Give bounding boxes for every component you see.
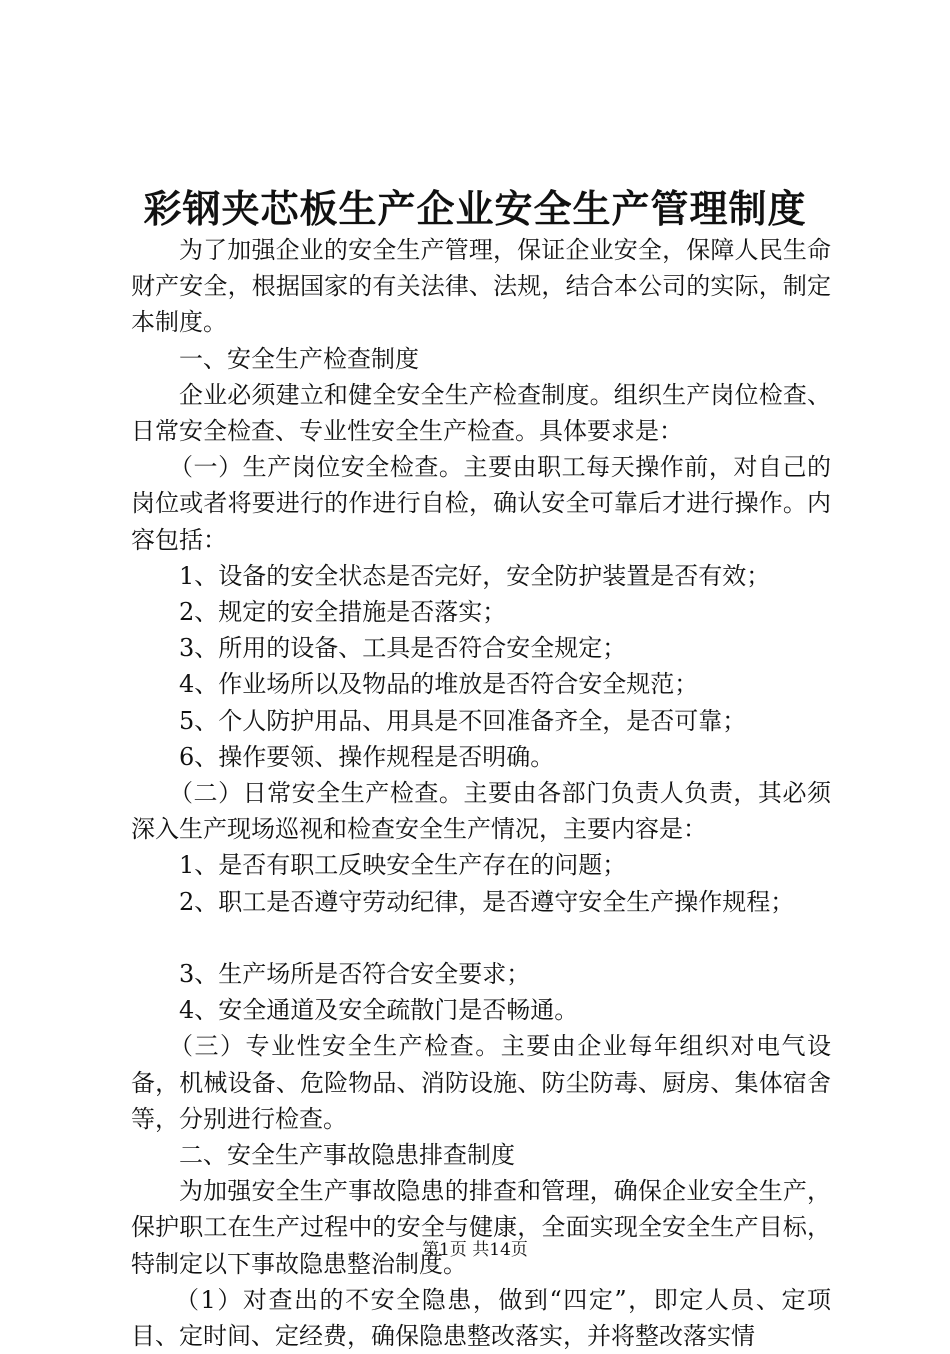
list-item: 4、安全通道及安全疏散门是否畅通。 xyxy=(179,996,579,1025)
list-item: 4、作业场所以及物品的堆放是否符合安全规范； xyxy=(179,670,699,699)
list-item: 1、是否有职工反映安全生产存在的问题； xyxy=(179,851,627,880)
page-footer: 第1页 共14页 xyxy=(422,1240,528,1260)
blank-line xyxy=(131,920,831,956)
paragraph: 企业必须建立和健全安全生产检查制度。组织生产岗位检查、日常安全检查、专业性安全生产检查。具体要求是： xyxy=(131,380,831,446)
list-item: 1、设备的安全状态是否完好，安全防护装置是否有效； xyxy=(179,561,771,590)
list-item: 5、个人防护用品、用具是不回准备齐全，是否可靠； xyxy=(179,706,747,735)
section-heading-1: 一、安全生产检查制度 xyxy=(179,344,419,373)
list-item: 2、规定的安全措施是否落实； xyxy=(179,598,507,627)
list-item: 3、所用的设备、工具是否符合安全规定； xyxy=(179,634,627,663)
list-item: 2、职工是否遵守劳动纪律，是否遵守安全生产操作规程； xyxy=(179,887,795,916)
list-item: 3、生产场所是否符合安全要求； xyxy=(179,960,531,989)
paragraph: 为加强安全生产事故隐患的排查和管理，确保企业安全生产，保护职工在生产过程中的安全与健康，全面实现全安全生产目标，特制定以下事故隐患整治制度。 xyxy=(131,1177,831,1278)
intro-paragraph: 为了加强企业的安全生产管理，保证企业安全，保障人民生命财产安全，根据国家的有关法律、法规，结合本公司的实际，制定本制度。 xyxy=(131,236,831,337)
document-body xyxy=(131,232,831,1354)
subsection-paragraph-1: （一）生产岗位安全检查。主要由职工每天操作前，对自己的岗位或者将要进行的作进行自检，确认安全可靠后才进行操作。内容包括： xyxy=(131,453,831,554)
subsection-paragraph-2: （二）日常安全生产检查。主要由各部门负责人负责，其必须深入生产现场巡视和检查安全生产情况，主要内容是： xyxy=(131,779,831,844)
section-heading-2: 二、安全生产事故隐患排查制度 xyxy=(179,1141,515,1170)
document-title: 彩钢夹芯板生产企业安全生产管理制度 xyxy=(143,186,807,231)
subsection-paragraph-3: （三）专业性安全生产检查。主要由企业每年组织对电气设备，机械设备、危险物品、消防设施、防尘防毒、厨房、集体宿舍等，分别进行检查。 xyxy=(131,1032,831,1133)
list-item: 6、操作要领、操作规程是否明确。 xyxy=(179,742,555,771)
numbered-paragraph: （1）对查出的不安全隐患，做到“四定”，即定人员、定项目、定时间、定经费，确保隐患整改落实，并将整改落实情 xyxy=(131,1285,831,1351)
